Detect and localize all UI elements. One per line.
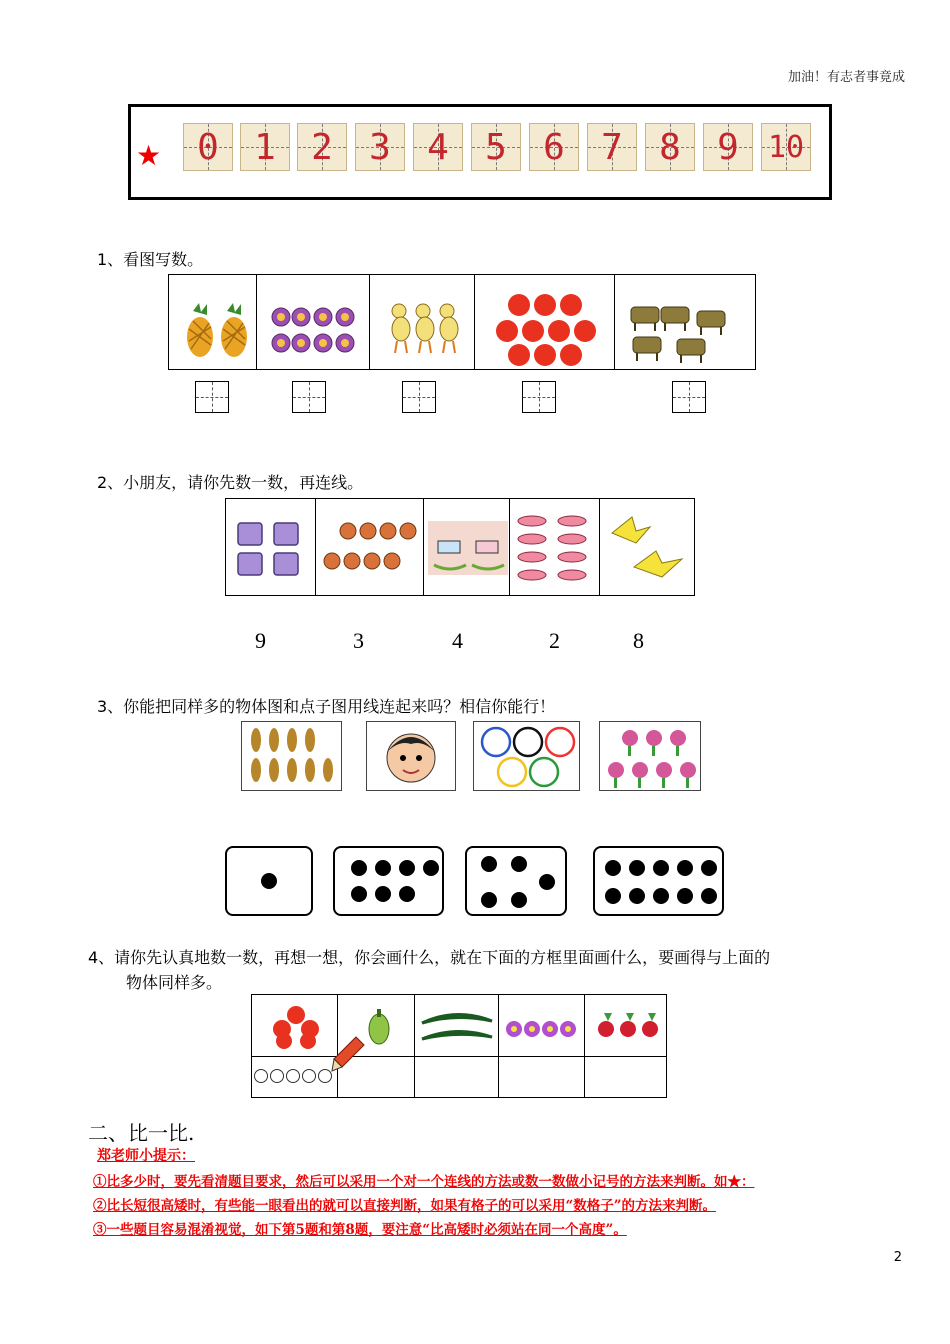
digit-label: 1 (254, 126, 276, 168)
question-4-title-cont: 物体同样多。 (126, 973, 223, 992)
digit-label: 0 (197, 126, 219, 168)
boy-picture (366, 721, 456, 791)
question-3-title: 3、你能把同样多的物体图和点子图用线连起来吗？相信你能行！ (97, 697, 556, 716)
tomato-icon (489, 293, 599, 367)
example-circles (254, 1068, 334, 1087)
digit-tile-8 (645, 123, 695, 171)
tips-heading: 郑老师小提示： (97, 1148, 195, 1164)
boy-face-icon (367, 722, 455, 790)
digit-label: 9 (717, 126, 739, 168)
drawing-box-2[interactable] (415, 1057, 498, 1098)
fish-icon (514, 513, 594, 587)
bird-icon (606, 513, 690, 585)
number-label-5: 8 (633, 628, 644, 653)
digit-tile-5 (471, 123, 521, 171)
digit-label: 8 (659, 126, 681, 168)
digit-tile-9 (703, 123, 753, 171)
rocking-horse-icon (428, 521, 508, 575)
dice-8 (333, 846, 444, 916)
answer-box-4[interactable] (522, 381, 556, 413)
cucumber-icon (418, 1009, 496, 1047)
flower-icon (504, 1017, 584, 1041)
question-1-title: 1、看图写数。 (97, 250, 204, 269)
digit-tile-1 (240, 123, 290, 171)
digit-tile-6 (529, 123, 579, 171)
rose-icon (600, 722, 700, 790)
cup-icon (234, 519, 308, 581)
tip-line-1: ①比多少时，要先看清题目要求，然后可以采用一个对一个连线的方法或数一数做小记号的方法来判断。如★： (93, 1174, 755, 1190)
cow-icon (627, 301, 743, 365)
page-number: 2 (893, 1250, 902, 1265)
answer-box-3[interactable] (402, 381, 436, 413)
tip-line-2: ②比长短很高矮时，有些能一眼看出的就可以直接判断，如果有格子的可以采用“数格子”的方法来判断。 (93, 1198, 717, 1214)
digit-label: 6 (543, 126, 565, 168)
question-4-title: 4、请你先认真地数一数，再想一想，你会画什么，就在下面的方框里面画什么，要画得与上面的 (88, 948, 771, 967)
number-label-3: 4 (452, 628, 463, 653)
digit-label: 4 (427, 126, 449, 168)
pepper-icon (364, 1007, 394, 1047)
digit-tile-0 (183, 123, 233, 171)
digit-label: 5 (485, 126, 507, 168)
drawing-box-3[interactable] (499, 1057, 584, 1098)
drawing-box-1[interactable] (338, 1057, 414, 1098)
rings-picture (473, 721, 580, 791)
digit-label: 2 (311, 126, 333, 168)
answer-box-1[interactable] (195, 381, 229, 413)
digit-tile-7 (587, 123, 637, 171)
section-2-title: 二、比一比. (88, 1121, 195, 1145)
number-label-4: 2 (549, 628, 560, 653)
snail-icon (320, 517, 420, 581)
digit-tile-3 (355, 123, 405, 171)
duck-icon (387, 297, 463, 357)
wheat-icon (242, 722, 342, 790)
digit-tile-10 (761, 123, 811, 171)
question-2-title: 2、小朋友，请你先数一数，再连线。 (97, 473, 364, 492)
drawing-box-4[interactable] (585, 1057, 667, 1098)
answer-box-2[interactable] (292, 381, 326, 413)
digit-tile-2 (297, 123, 347, 171)
digit-label: 10 (767, 129, 805, 165)
dice-1 (225, 846, 313, 916)
pineapple-icon (183, 303, 249, 359)
tip-line-3: ③一些题目容易混淆视觉，如下第5题和第8题，要注意“比高矮时必须站在同一个高度”。 (93, 1222, 627, 1238)
wheat-picture (241, 721, 342, 791)
number-label-2: 3 (353, 628, 364, 653)
dice-10 (593, 846, 724, 916)
number-label-1: 9 (255, 628, 266, 653)
q4-drawing-grid (251, 994, 667, 1098)
digit-label: 3 (369, 126, 391, 168)
flower-icon (269, 303, 357, 357)
q1-picture-grid (168, 274, 756, 370)
digit-label: 7 (601, 126, 623, 168)
radish-icon (594, 1009, 664, 1043)
dice-5 (465, 846, 567, 916)
olympic-rings-icon (474, 722, 580, 790)
star-icon: ★ (136, 139, 162, 172)
header-motto: 加油！有志者事竟成 (787, 70, 905, 85)
answer-box-5[interactable] (672, 381, 706, 413)
q2-picture-grid (225, 498, 695, 596)
roses-picture (599, 721, 701, 791)
tomato-icon (262, 1005, 330, 1049)
digit-tile-4 (413, 123, 463, 171)
